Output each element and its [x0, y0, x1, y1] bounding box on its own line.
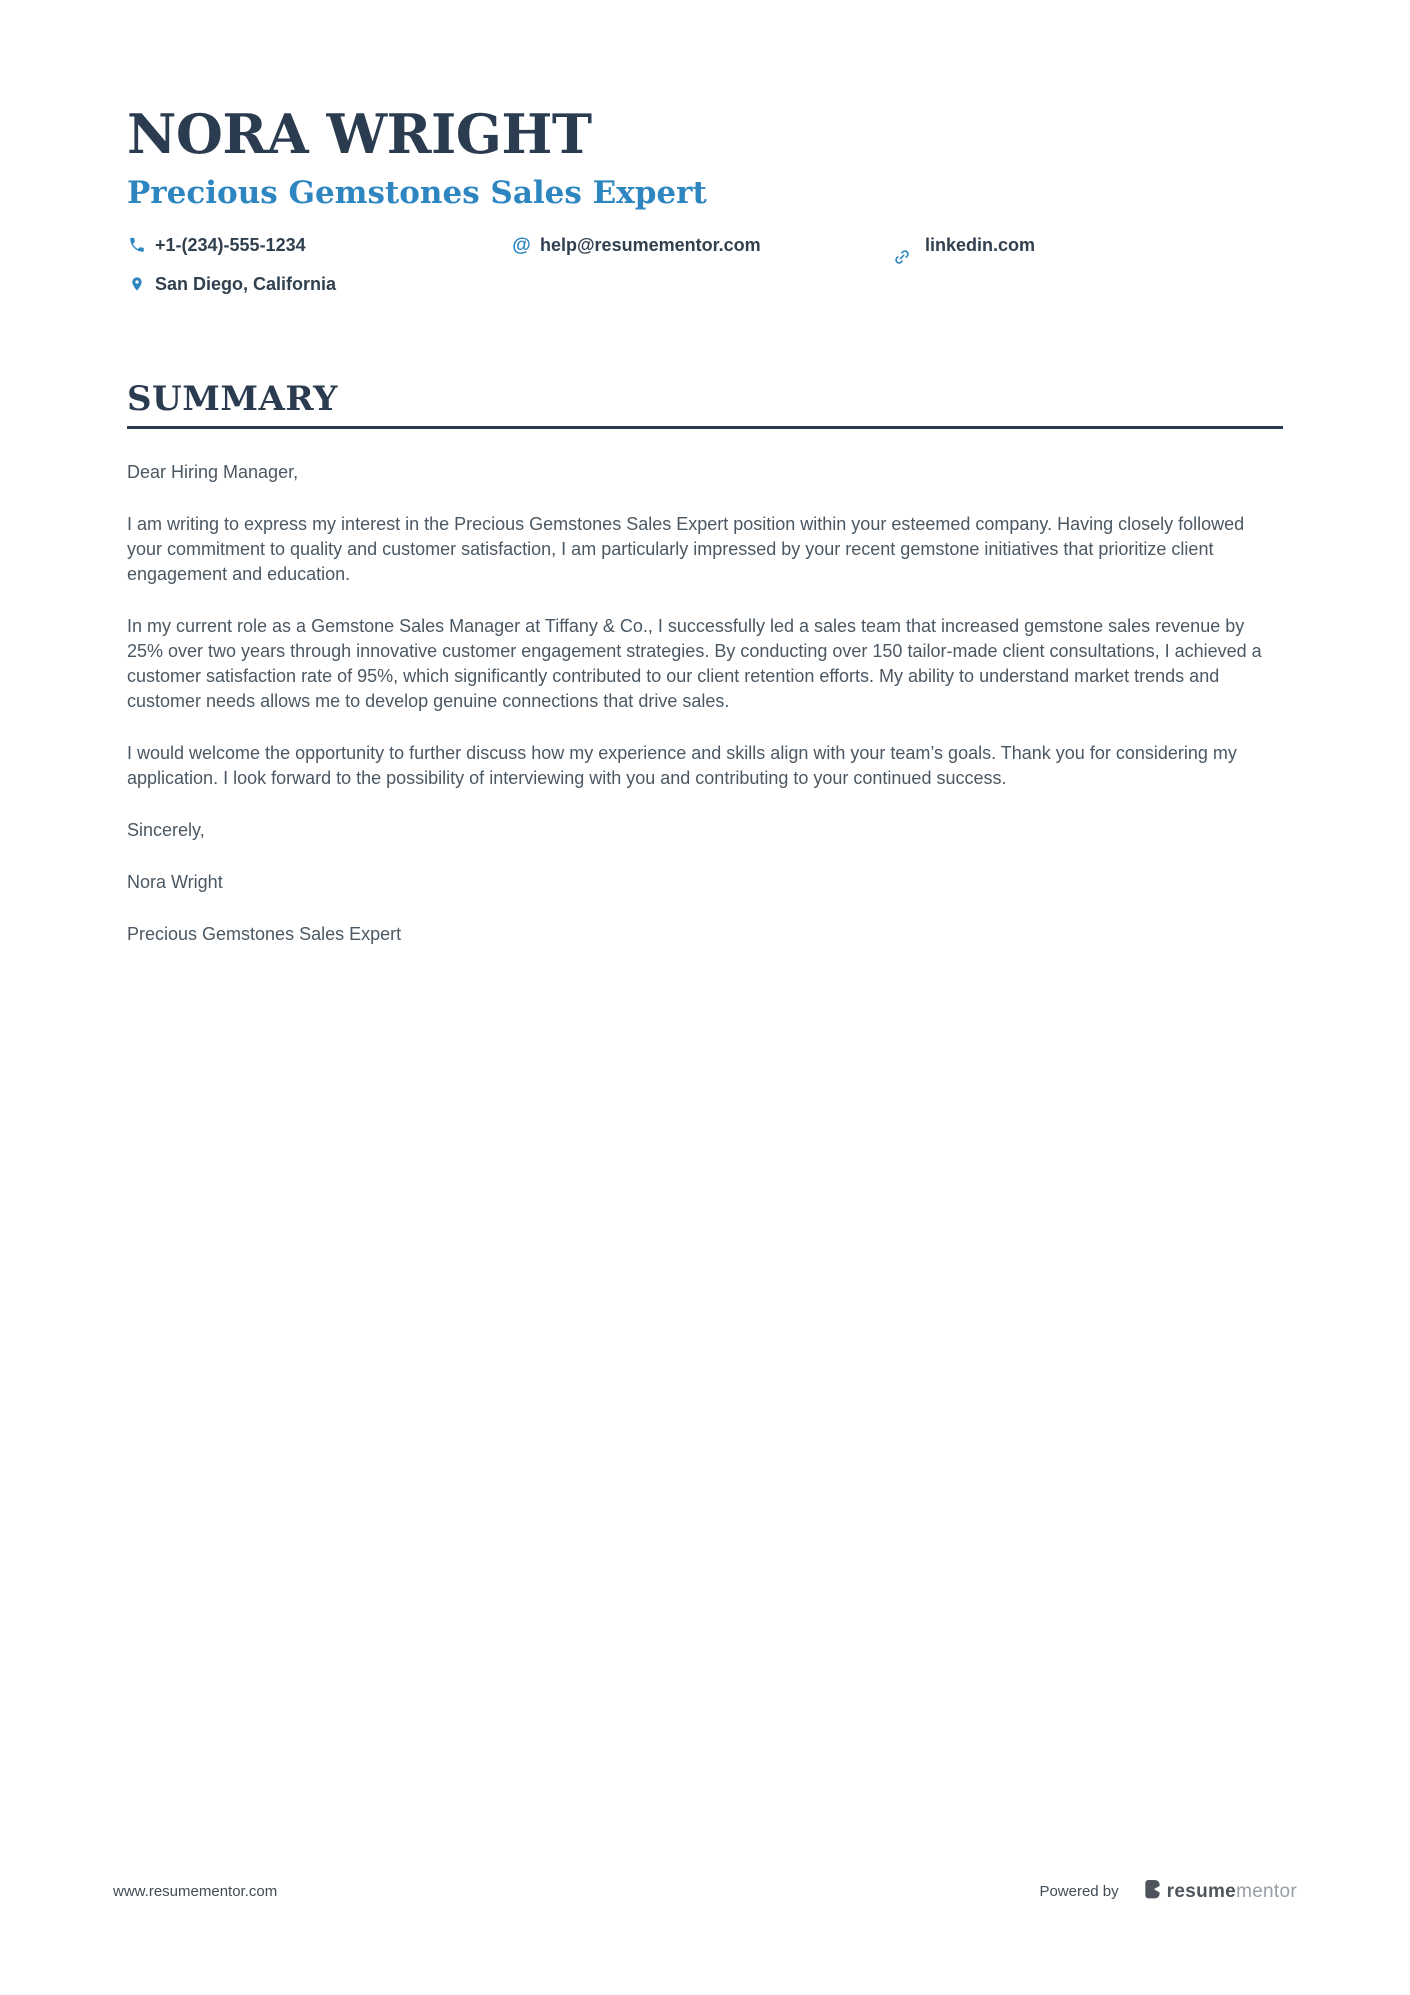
letter-signature-name: Nora Wright	[127, 872, 223, 892]
contact-linkedin-value[interactable]: linkedin.com	[925, 235, 1036, 255]
letter-paragraph: I would welcome the opportunity to further discuss how my experience and skills align with your team’s goals. Thank you for considering my application. I look forward to the possibility of interviewing with you and contributing to your continued success.	[127, 743, 1237, 788]
resumementor-logo-icon	[1143, 1879, 1161, 1904]
link-icon	[897, 236, 916, 255]
phone-icon	[127, 236, 146, 255]
brand-wordmark	[1167, 1881, 1297, 1903]
contact-location	[127, 271, 512, 297]
letter-paragraph: I am writing to express my interest in the Precious Gemstones Sales Expert position within your esteemed company. Having closely followed your commitment to quality and customer satisfaction, I am particularly impressed by your recent gemstone initiatives that prioritize client engagement and education.	[127, 514, 1245, 584]
page-footer	[113, 1879, 1297, 1904]
summary-heading: SUMMARY	[127, 379, 338, 419]
person-name: NORA WRIGHT	[127, 102, 592, 166]
footer-website-link[interactable]: www.resumementor.com	[113, 1883, 278, 1900]
contact-email[interactable]	[512, 232, 897, 258]
letter-signature-title: Precious Gemstones Sales Expert	[127, 924, 402, 944]
contact-phone	[127, 232, 512, 258]
contact-info	[127, 232, 1283, 297]
brand-word-resume: resume	[1166, 1880, 1237, 1902]
contact-email-value[interactable]: help@resumementor.com	[540, 235, 761, 255]
letter-salutation: Dear Hiring Manager,	[127, 462, 299, 482]
section-divider	[127, 426, 1283, 429]
powered-by	[1039, 1879, 1297, 1904]
person-title: Precious Gemstones Sales Expert	[127, 175, 707, 211]
summary-section	[127, 377, 1283, 947]
letter-body	[127, 460, 1283, 947]
contact-phone-value: +1-(234)-555-1234	[155, 235, 306, 255]
map-pin-icon	[127, 275, 146, 294]
resumementor-logo[interactable]	[1143, 1879, 1297, 1904]
letter-closing: Sincerely,	[127, 820, 205, 840]
letter-header	[127, 104, 1283, 297]
powered-by-label: Powered by	[1039, 1883, 1119, 1900]
brand-word-mentor: mentor	[1236, 1880, 1297, 1902]
contact-linkedin[interactable]	[897, 232, 1282, 258]
at-icon: @	[512, 234, 531, 256]
letter-paragraph: In my current role as a Gemstone Sales Manager at Tiffany & Co., I successfully led a sales team that increased gemstone sales revenue by 25% over two years through innovative customer engagement strategies. By conducting over 150 tailor-made client consultations, I achieved a customer satisfaction rate of 95%, which significantly contributed to our client retention efforts. My ability to understand market trends and customer needs allows me to develop genuine connections that drive sales.	[127, 616, 1262, 711]
contact-location-value: San Diego, California	[155, 274, 337, 294]
